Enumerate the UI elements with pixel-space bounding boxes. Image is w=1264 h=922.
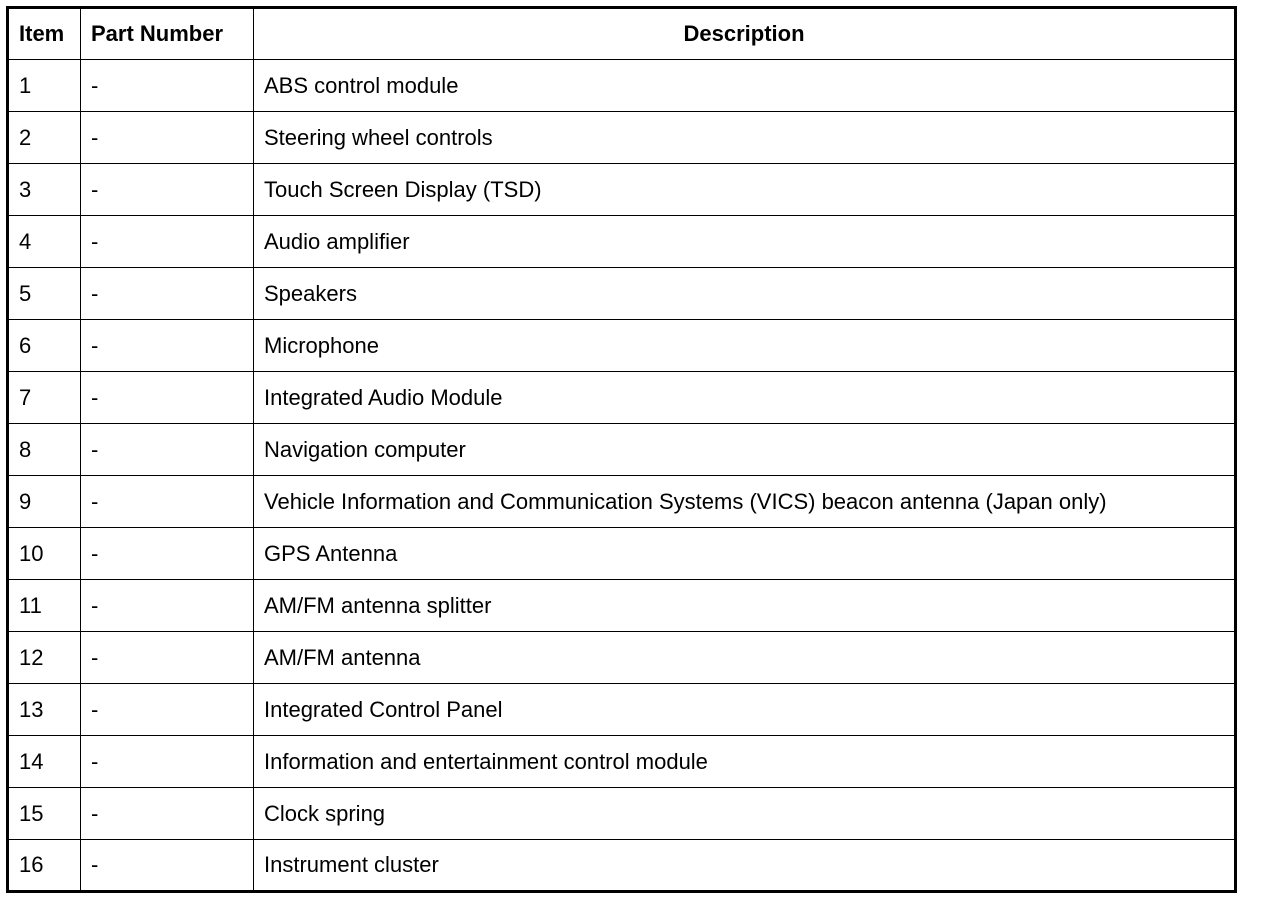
table-row bbox=[8, 736, 1236, 788]
cell-description: Navigation computer bbox=[254, 424, 1236, 476]
cell-description: Information and entertainment control module bbox=[254, 736, 1236, 788]
table-row bbox=[8, 632, 1236, 684]
cell-item: 8 bbox=[8, 424, 81, 476]
cell-part-number: - bbox=[81, 320, 254, 372]
table-body bbox=[8, 60, 1236, 892]
cell-item: 5 bbox=[8, 268, 81, 320]
table-row bbox=[8, 840, 1236, 892]
table-header bbox=[8, 8, 1236, 60]
cell-item: 7 bbox=[8, 372, 81, 424]
cell-item: 15 bbox=[8, 788, 81, 840]
cell-part-number: - bbox=[81, 476, 254, 528]
table-row bbox=[8, 372, 1236, 424]
table-row bbox=[8, 580, 1236, 632]
cell-description: Integrated Control Panel bbox=[254, 684, 1236, 736]
cell-description: Steering wheel controls bbox=[254, 112, 1236, 164]
cell-description: Integrated Audio Module bbox=[254, 372, 1236, 424]
header-row bbox=[8, 8, 1236, 60]
cell-item: 1 bbox=[8, 60, 81, 112]
table-row bbox=[8, 60, 1236, 112]
header-part-number: Part Number bbox=[81, 8, 254, 60]
cell-part-number: - bbox=[81, 372, 254, 424]
table-row bbox=[8, 216, 1236, 268]
parts-table-container bbox=[6, 6, 1234, 893]
cell-description: GPS Antenna bbox=[254, 528, 1236, 580]
cell-item: 13 bbox=[8, 684, 81, 736]
cell-item: 2 bbox=[8, 112, 81, 164]
table-row bbox=[8, 164, 1236, 216]
cell-part-number: - bbox=[81, 268, 254, 320]
cell-item: 3 bbox=[8, 164, 81, 216]
header-description: Description bbox=[254, 8, 1236, 60]
cell-part-number: - bbox=[81, 788, 254, 840]
cell-item: 16 bbox=[8, 840, 81, 892]
cell-part-number: - bbox=[81, 684, 254, 736]
cell-part-number: - bbox=[81, 632, 254, 684]
cell-description: Clock spring bbox=[254, 788, 1236, 840]
table-row bbox=[8, 528, 1236, 580]
cell-description: Instrument cluster bbox=[254, 840, 1236, 892]
cell-description: ABS control module bbox=[254, 60, 1236, 112]
cell-item: 10 bbox=[8, 528, 81, 580]
cell-description: Speakers bbox=[254, 268, 1236, 320]
cell-description: Audio amplifier bbox=[254, 216, 1236, 268]
table-row bbox=[8, 320, 1236, 372]
cell-part-number: - bbox=[81, 112, 254, 164]
cell-part-number: - bbox=[81, 736, 254, 788]
cell-item: 12 bbox=[8, 632, 81, 684]
cell-part-number: - bbox=[81, 580, 254, 632]
header-item: Item bbox=[8, 8, 81, 60]
table-row bbox=[8, 476, 1236, 528]
cell-part-number: - bbox=[81, 424, 254, 476]
cell-part-number: - bbox=[81, 164, 254, 216]
cell-description: Touch Screen Display (TSD) bbox=[254, 164, 1236, 216]
cell-item: 6 bbox=[8, 320, 81, 372]
cell-description: Microphone bbox=[254, 320, 1236, 372]
cell-part-number: - bbox=[81, 216, 254, 268]
cell-item: 11 bbox=[8, 580, 81, 632]
cell-part-number: - bbox=[81, 528, 254, 580]
parts-table bbox=[6, 6, 1237, 893]
table-row bbox=[8, 424, 1236, 476]
table-row bbox=[8, 788, 1236, 840]
cell-description: AM/FM antenna splitter bbox=[254, 580, 1236, 632]
cell-part-number: - bbox=[81, 60, 254, 112]
cell-description: Vehicle Information and Communication Systems (VICS) beacon antenna (Japan only) bbox=[254, 476, 1236, 528]
cell-item: 14 bbox=[8, 736, 81, 788]
table-row bbox=[8, 112, 1236, 164]
table-row bbox=[8, 684, 1236, 736]
cell-item: 9 bbox=[8, 476, 81, 528]
table-row bbox=[8, 268, 1236, 320]
cell-item: 4 bbox=[8, 216, 81, 268]
cell-part-number: - bbox=[81, 840, 254, 892]
cell-description: AM/FM antenna bbox=[254, 632, 1236, 684]
